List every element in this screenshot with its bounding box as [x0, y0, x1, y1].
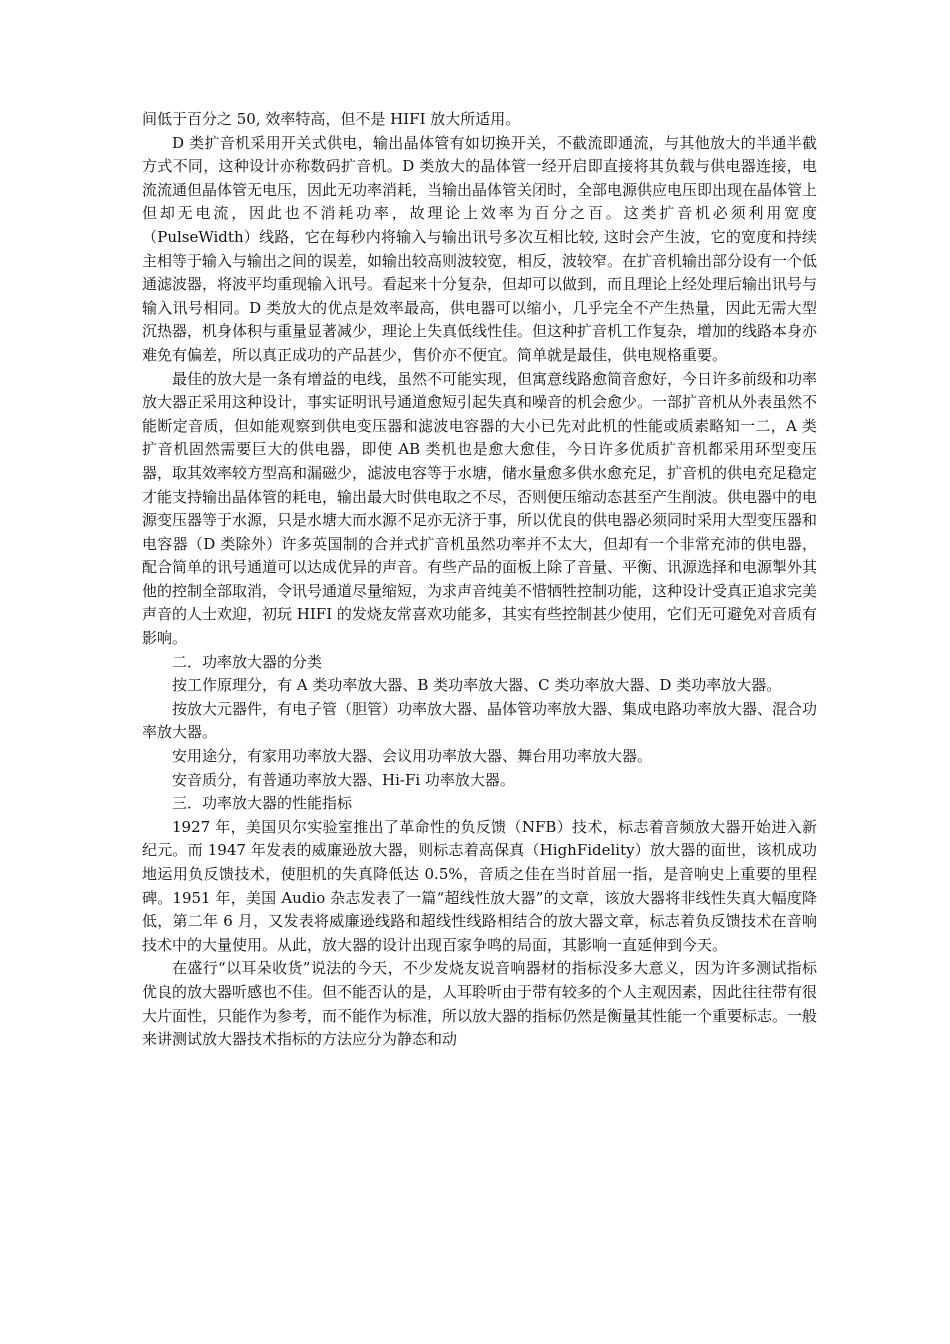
paragraph: D 类扩音机采用开关式供电，输出晶体管有如切换开关，不截流即通流，与其他放大的半通半截方式不同，这种设计亦称数码扩音机。D 类放大的晶体管一经开启即直接将其负载与供电器连接，电流流通但晶体管无电压，因此无功率消耗，当输出晶体管关闭时，全部电源供应电压即出现在晶体管上但却无电流，因此也不消耗功率，故理论上效率为百分之百。这类扩音机必须利用宽度（PulseWidth）线路，它在每秒内将输入与输出讯号多次互相比较, 这时会产生波，它的宽度和持续主相等于输入与输出之间的误差，如输出较高则波较宽，相反，波较窄。在扩音机输出部分设有一个低通滤波器，将波平均重现输入讯号。看起来十分复杂，但却可以做到，而且理论上经处理后输出讯号与输入讯号相同。D 类放大的优点是效率最高，供电器可以缩小，几乎完全不产生热量，因此无需大型沉热器，机身体积与重量显著减少，理论上失真低线性佳。但这种扩音机工作复杂，增加的线路本身亦难免有偏差，所以真正成功的产品甚少，售价亦不便宜。简单就是最佳，供电规格重要。: [142, 133, 818, 364]
paragraph: 最佳的放大是一条有增益的电线，虽然不可能实现，但寓意线路愈简音愈好，今日许多前级和功率放大器正采用这种设计，事实证明讯号通道愈短引起失真和噪音的机会愈少。一部扩音机从外表虽然不能断定音质，但如能观察到供电变压器和滤波电容器的大小已先对此机的性能或质素略知一二，A 类扩音机固然需要巨大的供电器，即使 AB 类机也是愈大愈佳，今日许多优质扩音机都采用环型变压器，取其效率较方型高和漏磁少，滤波电容等于水塘，储水量愈多供水愈充足，扩音机的供电充足稳定才能支持输出晶体管的耗电，输出最大时供电取之不尽，否则便压缩动态甚至产生削波。供电器中的电源变压器等于水源，只是水塘大而水源不足亦无济于事，所以优良的供电器必须同时采用大型变压器和电容器（D 类除外）许多英国制的合并式扩音机虽然功率并不太大，但却有一个非常充沛的供电器，配合简单的讯号通道可以达成优异的声音。有些产品的面板上除了音量、平衡、讯源选择和电源掣外其他的控制全部取消，令讯号通道尽量缩短，为求声音纯美不惜牺牲控制功能，这种设计受真正追求完美声音的人士欢迎，初玩 HIFI 的发烧友常喜欢功能多，其实有些控制甚少使用，它们无可避免对音质有影响。: [142, 369, 818, 648]
paragraph: 安用途分，有家用功率放大器、会议用功率放大器、舞台用功率放大器。: [172, 747, 653, 766]
paragraph: 安音质分，有普通功率放大器、Hi-Fi 功率放大器。: [172, 770, 515, 789]
paragraph: 间低于百分之 50, 效率特高，但不是 HIFI 放大所适用。: [142, 110, 521, 128]
paragraph: 按工作原理分，有 A 类功率放大器、B 类功率放大器、C 类功率放大器、D 类功率放大器。: [172, 676, 782, 695]
document-body: [142, 108, 817, 1052]
paragraph: 1927 年，美国贝尔实验室推出了革命性的负反馈（NFB）技术，标志着音频放大器开始进入新纪元。而 1947 年发表的威廉逊放大器，则标志着高保真（HighFidelity）放大器的面世，该机成功地运用负反馈技术，使胆机的失真降低达 0.5%，音质之佳在当时首屈一指，是音响史上重要的里程碑。1951 年，美国 Audio 杂志发表了一篇“超线性放大器”的文章，该放大器将非线性失真大幅度降低，第二年 6 月，又发表将威廉逊线路和超线性线路相结合的放大器文章，标志着负反馈技术在音响技术中的大量使用。从此，放大器的设计出现百家争鸣的局面，其影响一直延伸到今天。: [142, 817, 817, 954]
paragraph: 在盛行“以耳朵收货”说法的今天，不少发烧友说音响器材的指标没多大意义，因为许多测试指标优良的放大器听感也不佳。但不能否认的是，人耳聆听由于带有较多的个人主观因素，因此往往带有很大片面性，只能作为参考，而不能作为标准，所以放大器的指标仍然是衡量其性能一个重要标志。一般来讲测试放大器技术指标的方法应分为静态和动: [142, 959, 818, 1049]
section-heading: 二．功率放大器的分类: [172, 652, 323, 671]
section-heading: 三．功率放大器的性能指标: [172, 794, 353, 813]
paragraph: 按放大元器件，有电子管（胆管）功率放大器、晶体管功率放大器、集成电路功率放大器、混合功率放大器。: [142, 699, 818, 742]
